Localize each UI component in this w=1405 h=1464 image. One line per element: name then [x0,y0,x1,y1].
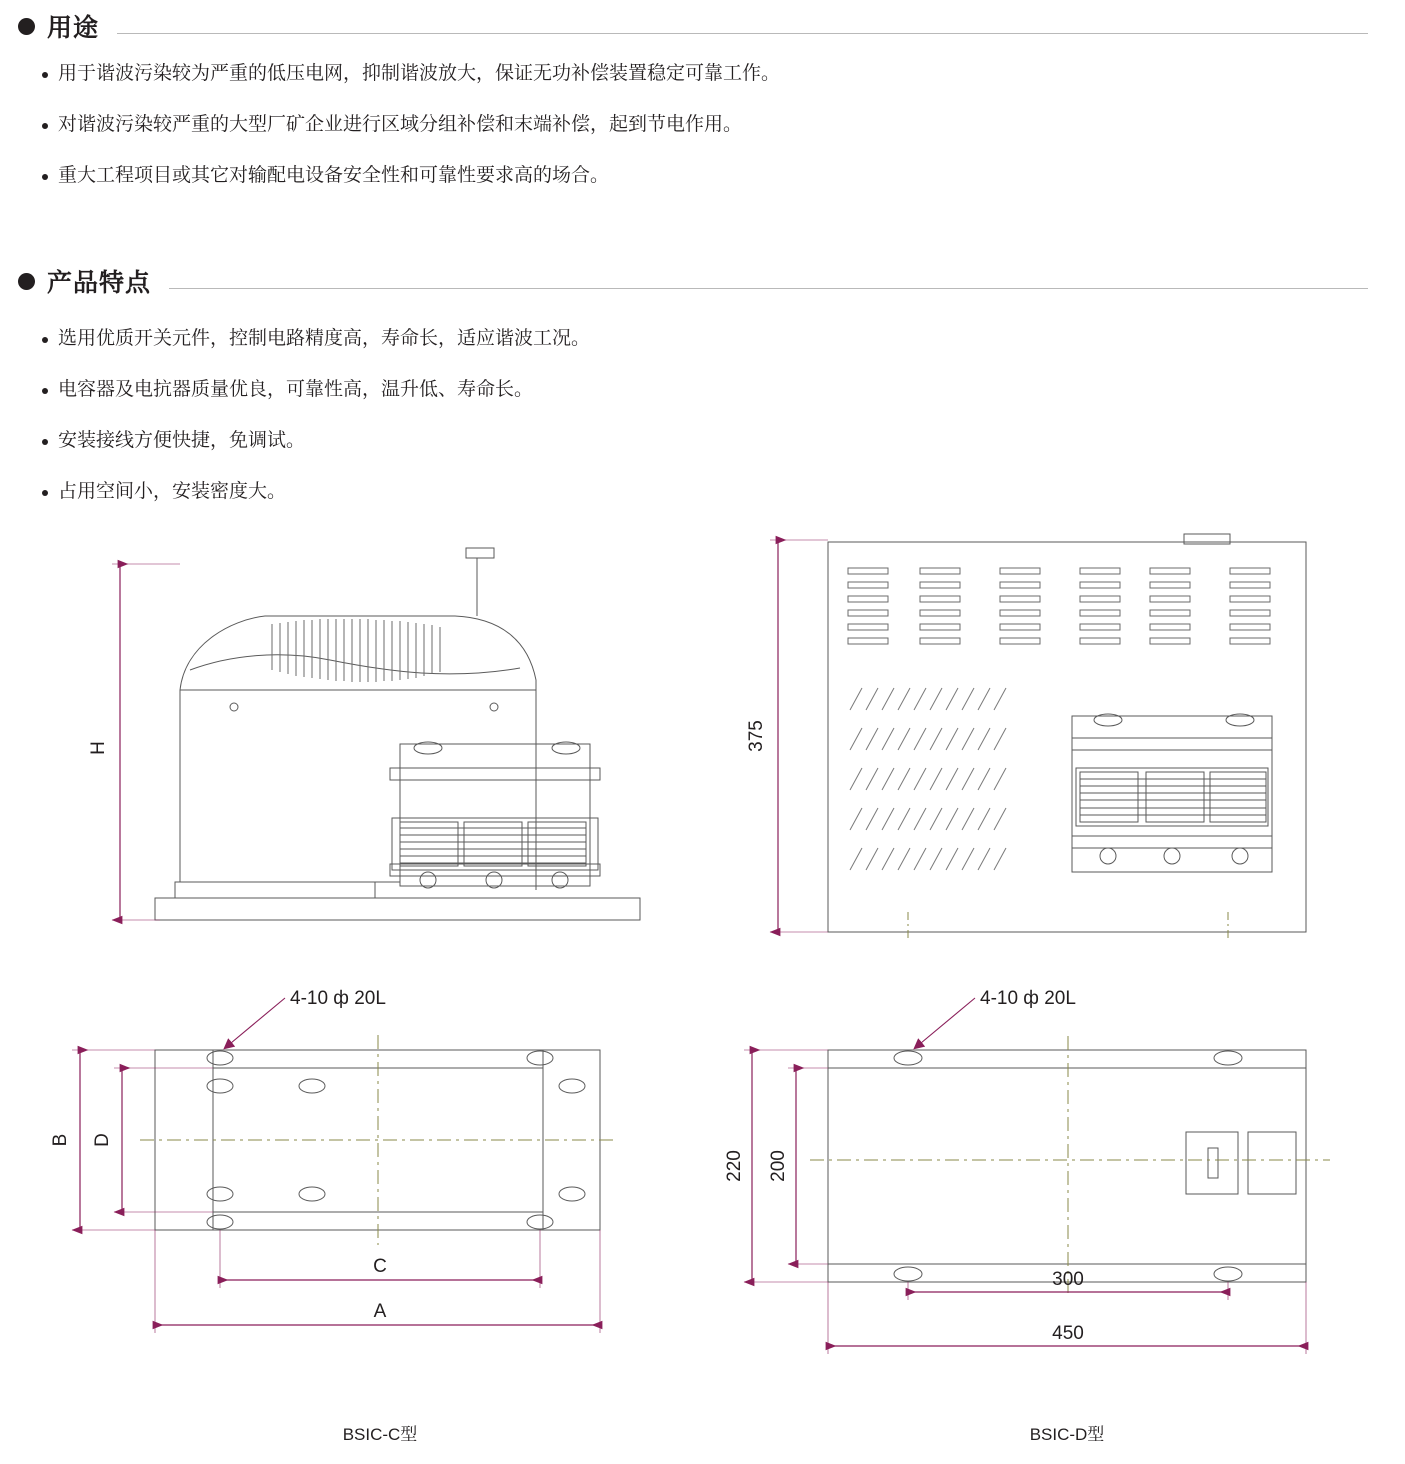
list-item [42,376,1362,404]
dim-label-220: 220 [724,1150,745,1182]
header-divider [117,33,1368,34]
section-bullet-icon [18,273,35,290]
list-bullet-icon [42,388,48,394]
list-bullet-icon [42,439,48,445]
list-item-text: 用于谐波污染较为严重的低压电网，抑制谐波放大，保证无功补偿装置稳定可靠工作。 [58,63,781,84]
section-title-features: 产品特点 [47,269,152,297]
dim-label-375: 375 [746,720,767,752]
list-item-text: 选用优质开关元件，控制电路精度高，寿命长，适应谐波工况。 [58,328,591,349]
list-item [42,478,1362,506]
hole-callout-left [225,988,386,1048]
list-item-text: 对谐波污染较严重的大型厂矿企业进行区域分组补偿和末端补偿，起到节电作用。 [58,114,743,135]
technical-drawings [0,520,1405,1464]
list-item-text: 重大工程项目或其它对输配电设备安全性和可靠性要求高的场合。 [58,165,610,186]
usage-list [42,60,1362,213]
dim-450 [828,1282,1306,1354]
list-item [42,60,1362,88]
list-item [42,162,1362,190]
dim-label-450: 450 [1052,1323,1084,1344]
dim-300 [908,1269,1228,1300]
dim-H [88,564,180,920]
list-item [42,427,1362,455]
left-top-view [140,1035,615,1245]
features-list [42,325,1362,529]
dim-label-D: D [92,1133,113,1147]
dim-label-H: H [88,741,109,755]
list-bullet-icon [42,490,48,496]
dim-label-C: C [373,1256,387,1277]
hole-note-left: 4-10 ф 20L [290,988,386,1009]
hole-callout-right [915,988,1076,1048]
dim-label-A: A [373,1301,387,1322]
caption-left-model: BSIC-C型 [342,1425,418,1444]
list-item-text: 占用空间小，安装密度大。 [58,481,287,502]
hole-note-right: 4-10 ф 20L [980,988,1076,1009]
list-bullet-icon [42,174,48,180]
dim-375 [746,540,828,932]
section-bullet-icon [18,18,35,35]
section-title-usage: 用途 [47,14,100,42]
list-item [42,325,1362,353]
list-bullet-icon [42,337,48,343]
list-item-text: 安装接线方便快捷，免调试。 [58,430,306,451]
dim-200 [768,1068,828,1264]
list-item-text: 电容器及电抗器质量优良，可靠性高，温升低、寿命长。 [58,379,534,400]
right-top-view [810,1036,1330,1298]
header-divider [169,288,1368,289]
caption-right-model: BSIC-D型 [1029,1425,1105,1444]
dim-A [155,1230,600,1333]
section-header-features [18,263,1368,299]
dim-label-B: B [50,1133,71,1147]
list-item [42,111,1362,139]
dim-label-300: 300 [1052,1269,1084,1290]
section-header-usage [18,8,1368,44]
drawings-svg [0,520,1405,1464]
list-bullet-icon [42,72,48,78]
dim-label-200: 200 [768,1150,789,1182]
list-bullet-icon [42,123,48,129]
dim-C [220,1230,540,1288]
right-front-view [828,534,1306,940]
left-front-view [155,548,640,920]
